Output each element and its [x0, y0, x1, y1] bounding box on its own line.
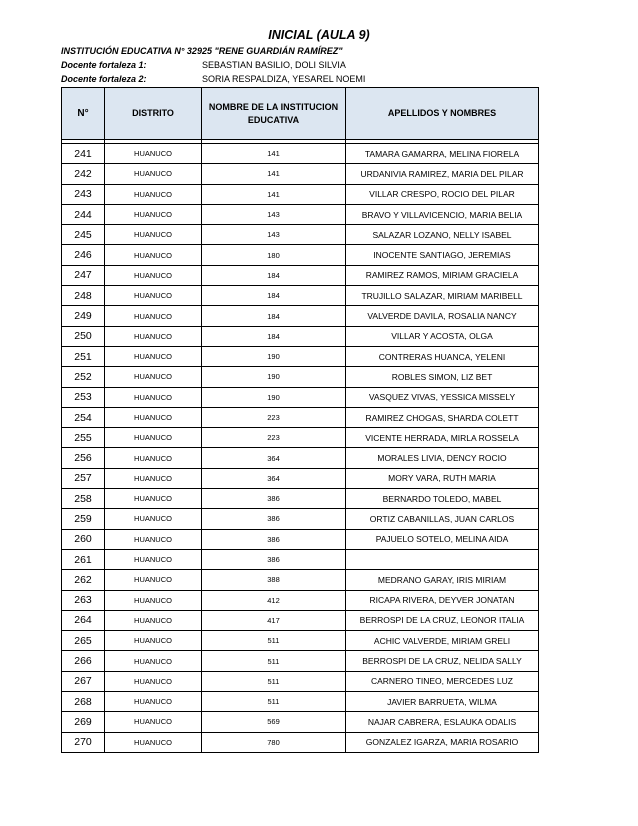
row-full-name — [346, 549, 539, 569]
row-number: 244 — [62, 204, 105, 224]
row-full-name: NAJAR CABRERA, ESLAUKA ODALIS — [346, 712, 539, 732]
row-full-name: ROBLES SIMON, LIZ BET — [346, 367, 539, 387]
row-full-name: BERROSPI DE LA CRUZ, LEONOR ITALIA — [346, 610, 539, 630]
row-number: 268 — [62, 692, 105, 712]
table-row — [62, 692, 539, 712]
row-district: HUANUCO — [105, 367, 202, 387]
row-number: 255 — [62, 428, 105, 448]
row-full-name: VALVERDE DAVILA, ROSALIA NANCY — [346, 306, 539, 326]
row-district: HUANUCO — [105, 144, 202, 164]
row-institution: 511 — [202, 692, 346, 712]
row-number: 242 — [62, 164, 105, 184]
table-row — [62, 306, 539, 326]
row-number: 266 — [62, 651, 105, 671]
row-full-name: JAVIER BARRUETA, WILMA — [346, 692, 539, 712]
row-full-name: PAJUELO SOTELO, MELINA AIDA — [346, 529, 539, 549]
row-full-name: URDANIVIA RAMIREZ, MARIA DEL PILAR — [346, 164, 539, 184]
row-institution: 386 — [202, 509, 346, 529]
row-full-name: TAMARA GAMARRA, MELINA FIORELA — [346, 144, 539, 164]
row-district: HUANUCO — [105, 489, 202, 509]
row-institution: 180 — [202, 245, 346, 265]
row-number: 269 — [62, 712, 105, 732]
row-institution: 511 — [202, 651, 346, 671]
row-district: HUANUCO — [105, 448, 202, 468]
row-district: HUANUCO — [105, 184, 202, 204]
row-district: HUANUCO — [105, 326, 202, 346]
row-institution: 184 — [202, 286, 346, 306]
header-names: APELLIDOS Y NOMBRES — [346, 88, 539, 140]
row-number: 250 — [62, 326, 105, 346]
row-full-name: RAMIREZ RAMOS, MIRIAM GRACIELA — [346, 265, 539, 285]
row-institution: 364 — [202, 448, 346, 468]
row-number: 261 — [62, 549, 105, 569]
table-row — [62, 286, 539, 306]
row-district: HUANUCO — [105, 164, 202, 184]
row-district: HUANUCO — [105, 407, 202, 427]
row-number: 262 — [62, 570, 105, 590]
row-district: HUANUCO — [105, 671, 202, 691]
row-district: HUANUCO — [105, 549, 202, 569]
row-full-name: VILLAR CRESPO, ROCIO DEL PILAR — [346, 184, 539, 204]
row-district: HUANUCO — [105, 570, 202, 590]
row-full-name: RAMIREZ CHOGAS, SHARDA COLETT — [346, 407, 539, 427]
row-institution: 184 — [202, 326, 346, 346]
row-full-name: VASQUEZ VIVAS, YESSICA MISSELY — [346, 387, 539, 407]
table-row — [62, 428, 539, 448]
header-institution: NOMBRE DE LA INSTITUCION EDUCATIVA — [202, 88, 346, 140]
row-institution: 223 — [202, 428, 346, 448]
row-district: HUANUCO — [105, 346, 202, 366]
row-full-name: RICAPA RIVERA, DEYVER JONATAN — [346, 590, 539, 610]
row-institution: 141 — [202, 164, 346, 184]
teacher-1-value: SEBASTIAN BASILIO, DOLI SILVIA — [202, 60, 346, 70]
row-full-name: BERNARDO TOLEDO, MABEL — [346, 489, 539, 509]
table-header-row — [62, 88, 539, 140]
table-row — [62, 732, 539, 752]
row-institution: 412 — [202, 590, 346, 610]
row-district: HUANUCO — [105, 428, 202, 448]
row-institution: 364 — [202, 468, 346, 488]
row-number: 249 — [62, 306, 105, 326]
row-district: HUANUCO — [105, 610, 202, 630]
row-institution: 569 — [202, 712, 346, 732]
table-row — [62, 651, 539, 671]
row-number: 270 — [62, 732, 105, 752]
header-district: DISTRITO — [105, 88, 202, 140]
table-row — [62, 164, 539, 184]
row-institution: 386 — [202, 549, 346, 569]
row-full-name: VILLAR Y ACOSTA, OLGA — [346, 326, 539, 346]
row-institution: 141 — [202, 184, 346, 204]
row-number: 267 — [62, 671, 105, 691]
row-district: HUANUCO — [105, 631, 202, 651]
row-full-name: BRAVO Y VILLAVICENCIO, MARIA BELIA — [346, 204, 539, 224]
row-institution: 386 — [202, 489, 346, 509]
table-row — [62, 448, 539, 468]
table-row — [62, 570, 539, 590]
row-district: HUANUCO — [105, 286, 202, 306]
table-row — [62, 184, 539, 204]
row-full-name: SALAZAR LOZANO, NELLY ISABEL — [346, 225, 539, 245]
row-institution: 184 — [202, 265, 346, 285]
row-institution: 223 — [202, 407, 346, 427]
row-number: 260 — [62, 529, 105, 549]
row-institution: 511 — [202, 631, 346, 651]
table-row — [62, 367, 539, 387]
row-district: HUANUCO — [105, 509, 202, 529]
row-number: 246 — [62, 245, 105, 265]
row-number: 256 — [62, 448, 105, 468]
table-row — [62, 326, 539, 346]
table-row — [62, 509, 539, 529]
row-district: HUANUCO — [105, 529, 202, 549]
table-row — [62, 468, 539, 488]
table-row — [62, 489, 539, 509]
teacher-1-label: Docente fortaleza 1: — [61, 60, 147, 70]
row-number: 247 — [62, 265, 105, 285]
row-district: HUANUCO — [105, 306, 202, 326]
row-number: 245 — [62, 225, 105, 245]
row-full-name: CARNERO TINEO, MERCEDES LUZ — [346, 671, 539, 691]
row-full-name: ORTIZ CABANILLAS, JUAN CARLOS — [346, 509, 539, 529]
row-district: HUANUCO — [105, 590, 202, 610]
table-row — [62, 712, 539, 732]
row-full-name: GONZALEZ IGARZA, MARIA ROSARIO — [346, 732, 539, 752]
teacher-2-label: Docente fortaleza 2: — [61, 74, 147, 84]
row-number: 253 — [62, 387, 105, 407]
row-institution: 780 — [202, 732, 346, 752]
enrollment-table — [61, 87, 539, 753]
row-number: 258 — [62, 489, 105, 509]
row-district: HUANUCO — [105, 692, 202, 712]
row-district: HUANUCO — [105, 651, 202, 671]
row-full-name: TRUJILLO SALAZAR, MIRIAM MARIBELL — [346, 286, 539, 306]
row-institution: 184 — [202, 306, 346, 326]
row-number: 251 — [62, 346, 105, 366]
row-institution: 388 — [202, 570, 346, 590]
table-row — [62, 387, 539, 407]
page-title: INICIAL (AULA 9) — [268, 28, 370, 42]
row-institution: 386 — [202, 529, 346, 549]
row-number: 265 — [62, 631, 105, 651]
row-district: HUANUCO — [105, 204, 202, 224]
row-number: 254 — [62, 407, 105, 427]
row-institution: 417 — [202, 610, 346, 630]
table-row — [62, 144, 539, 164]
table-row — [62, 671, 539, 691]
table-row — [62, 245, 539, 265]
row-institution: 141 — [202, 144, 346, 164]
table-body — [62, 144, 539, 753]
row-district: HUANUCO — [105, 712, 202, 732]
institution-name: INSTITUCIÓN EDUCATIVA N° 32925 "RENE GUARDIÁN RAMÍREZ" — [61, 46, 343, 56]
row-district: HUANUCO — [105, 245, 202, 265]
row-full-name: MORALES LIVIA, DENCY ROCIO — [346, 448, 539, 468]
table-row — [62, 590, 539, 610]
row-full-name: MORY VARA, RUTH MARIA — [346, 468, 539, 488]
row-full-name: CONTRERAS HUANCA, YELENI — [346, 346, 539, 366]
row-institution: 190 — [202, 387, 346, 407]
row-institution: 143 — [202, 225, 346, 245]
header-number: N° — [62, 88, 105, 140]
row-institution: 511 — [202, 671, 346, 691]
row-institution: 143 — [202, 204, 346, 224]
row-number: 241 — [62, 144, 105, 164]
table-row — [62, 407, 539, 427]
table-row — [62, 610, 539, 630]
table-row — [62, 225, 539, 245]
row-district: HUANUCO — [105, 732, 202, 752]
row-number: 257 — [62, 468, 105, 488]
row-number: 248 — [62, 286, 105, 306]
row-number: 259 — [62, 509, 105, 529]
row-full-name: ACHIC VALVERDE, MIRIAM GRELI — [346, 631, 539, 651]
row-number: 243 — [62, 184, 105, 204]
row-district: HUANUCO — [105, 468, 202, 488]
table-row — [62, 265, 539, 285]
row-full-name: BERROSPI DE LA CRUZ, NELIDA SALLY — [346, 651, 539, 671]
row-district: HUANUCO — [105, 225, 202, 245]
row-district: HUANUCO — [105, 265, 202, 285]
row-number: 263 — [62, 590, 105, 610]
table-row — [62, 204, 539, 224]
table-row — [62, 631, 539, 651]
row-full-name: MEDRANO GARAY, IRIS MIRIAM — [346, 570, 539, 590]
row-number: 264 — [62, 610, 105, 630]
table-row — [62, 346, 539, 366]
table-row — [62, 549, 539, 569]
row-district: HUANUCO — [105, 387, 202, 407]
row-full-name: INOCENTE SANTIAGO, JEREMIAS — [346, 245, 539, 265]
row-number: 252 — [62, 367, 105, 387]
teacher-2-value: SORIA RESPALDIZA, YESAREL NOEMI — [202, 74, 366, 84]
row-institution: 190 — [202, 367, 346, 387]
row-institution: 190 — [202, 346, 346, 366]
table-row — [62, 529, 539, 549]
row-full-name: VICENTE HERRADA, MIRLA ROSSELA — [346, 428, 539, 448]
